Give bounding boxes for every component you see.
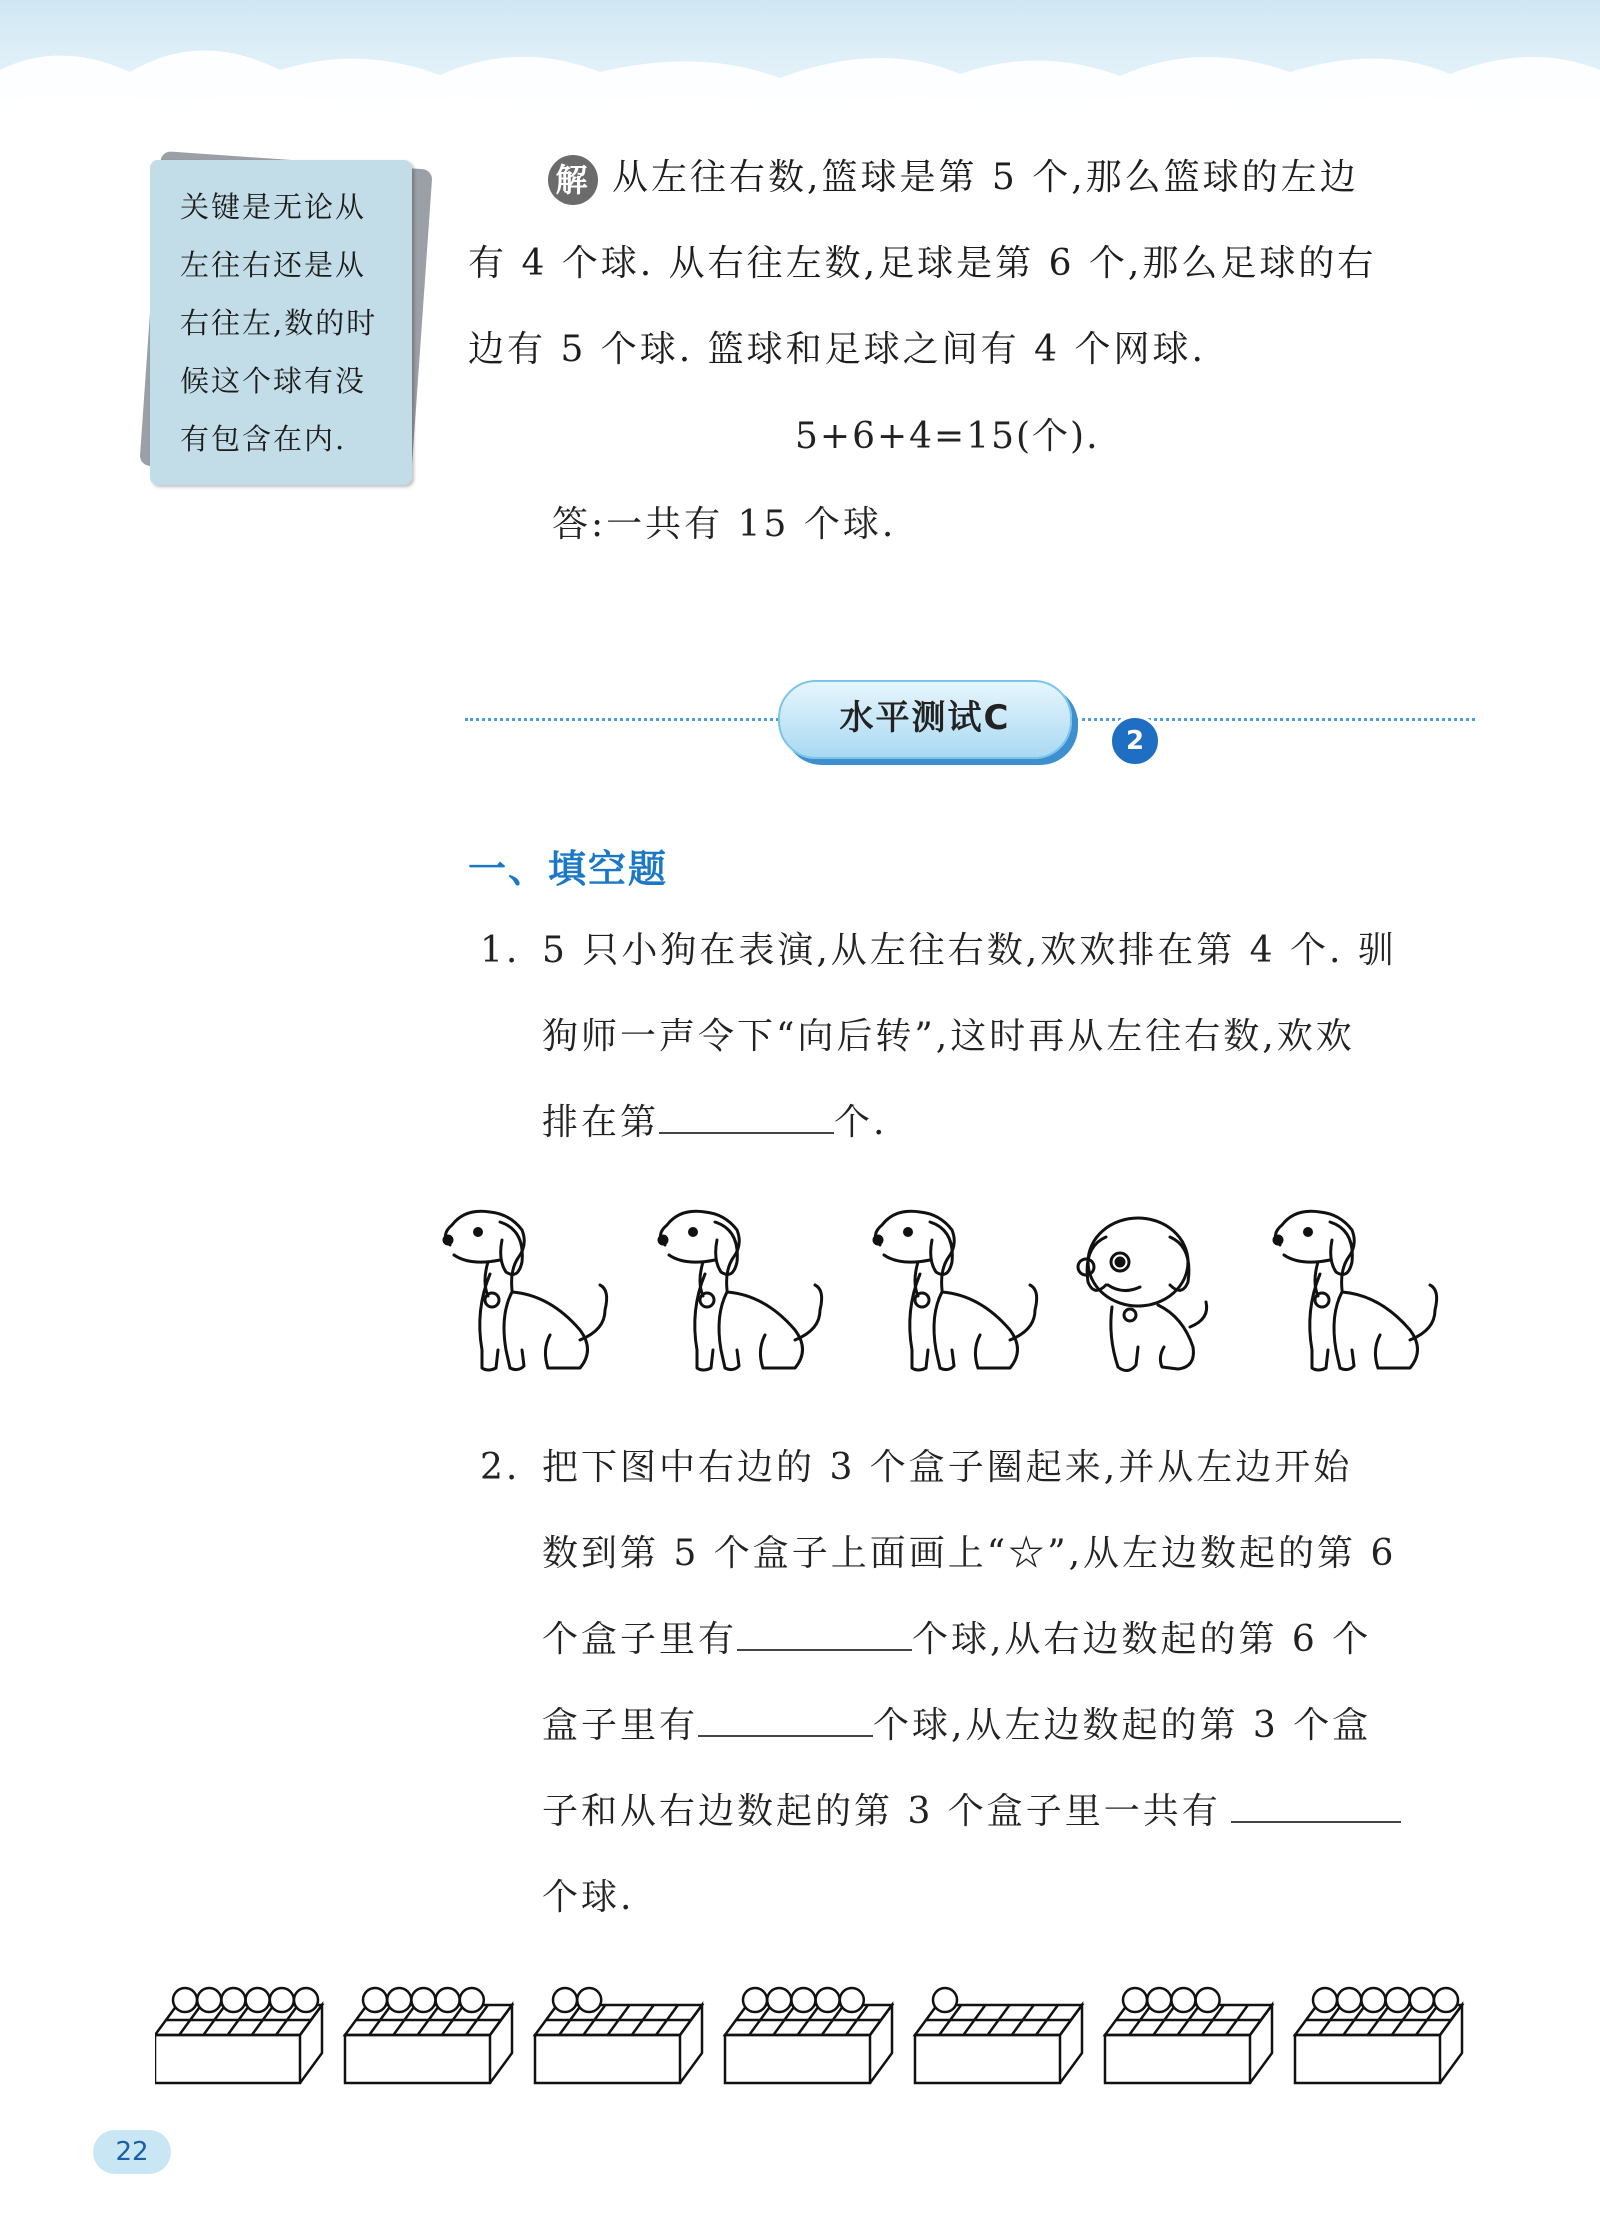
cloud-decoration: [0, 0, 1600, 140]
solution-block: [468, 135, 1473, 393]
q2-text: 子和从右边数起的第 3 个盒子里一共有: [542, 1791, 1221, 1832]
ball: [791, 1988, 815, 2012]
solution-badge: 解: [548, 155, 598, 205]
tip-line: 左往右还是从: [180, 248, 367, 282]
q1-text: 排在第: [542, 1102, 660, 1143]
q2-line: [480, 1597, 1480, 1683]
q1-line: 狗师一声令下“向后转”,这时再从左往右数,欢欢: [542, 1016, 1355, 1057]
tip-line: 有包含在内.: [180, 422, 347, 456]
q1-line: [480, 1080, 1480, 1166]
ball: [460, 1988, 484, 2012]
level-test-number: 2: [1109, 715, 1161, 767]
boxes-illustration: [155, 1960, 1475, 2090]
ball-box: [1295, 1988, 1462, 2083]
q2-line: [480, 1769, 1480, 1855]
q2-text: 把下图中右边的 3 个盒子圈起来,并从左边开始: [542, 1447, 1353, 1488]
ball: [743, 1988, 767, 2012]
ball: [197, 1988, 221, 2012]
answer-blank[interactable]: [659, 1104, 834, 1134]
ball-box: [725, 1988, 892, 2083]
answer-blank[interactable]: [737, 1621, 912, 1651]
q2-line: 数到第 5 个盒子上面画上“☆”,从左边数起的第 6: [542, 1533, 1397, 1574]
ball: [173, 1988, 197, 2012]
dog-3: [874, 1211, 1037, 1370]
q2-text: 个球,从左边数起的第 3 个盒: [873, 1705, 1372, 1746]
ball: [1410, 1988, 1434, 2012]
q2-text: 盒子里有: [542, 1705, 699, 1746]
header-banner: [0, 0, 1600, 140]
q2-line: 个球.: [542, 1877, 635, 1918]
page-number: 22: [93, 2130, 171, 2174]
dog-4: [1078, 1218, 1207, 1371]
ball-box: [1105, 1988, 1272, 2083]
q2-line: [480, 1425, 1480, 1511]
ball-box: [345, 1988, 512, 2083]
ball: [816, 1988, 840, 2012]
solution-line: 有 4 个球. 从右往左数,足球是第 6 个,那么足球的右: [468, 243, 1377, 284]
solution-line: 边有 5 个球. 篮球和足球之间有 4 个网球.: [468, 329, 1206, 370]
ball: [767, 1988, 791, 2012]
ball: [577, 1988, 601, 2012]
ball: [363, 1988, 387, 2012]
ball: [1434, 1988, 1458, 2012]
ball: [1337, 1988, 1361, 2012]
q1-number: 1.: [480, 930, 521, 971]
ball: [270, 1988, 294, 2012]
q2-line: [480, 1683, 1480, 1769]
tip-line: 关键是无论从: [180, 190, 367, 224]
level-test-banner: 水平测试C: [778, 680, 1072, 759]
ball: [1196, 1988, 1220, 2012]
ball: [933, 1988, 957, 2012]
ball-box: [155, 1988, 322, 2083]
solution-text: 从左往右数,篮球是第 5 个,那么篮球的左边: [612, 157, 1359, 198]
ball: [387, 1988, 411, 2012]
ball: [553, 1988, 577, 2012]
tip-line: 候这个球有没: [180, 364, 367, 398]
q2-text: 个球,从右边数起的第 6 个: [912, 1619, 1372, 1660]
ball: [1313, 1988, 1337, 2012]
question-1: [480, 908, 1480, 1166]
ball: [246, 1988, 270, 2012]
answer-blank[interactable]: [1231, 1793, 1401, 1823]
section-title: 一、填空题: [468, 847, 669, 891]
dog-2: [659, 1211, 822, 1370]
ball-box: [535, 1988, 702, 2083]
ball: [221, 1988, 245, 2012]
solution-answer: 答:一共有 15 个球.: [552, 504, 897, 545]
q2-number: 2.: [480, 1447, 521, 1488]
tip-card: [150, 160, 412, 485]
ball: [1361, 1988, 1385, 2012]
ball-box: [915, 1988, 1082, 2083]
q1-text: 5 只小狗在表演,从左往右数,欢欢排在第 4 个. 驯: [542, 930, 1397, 971]
solution-line: [468, 135, 1473, 221]
ball: [1147, 1988, 1171, 2012]
answer-blank[interactable]: [698, 1707, 873, 1737]
q1-text: 个.: [834, 1102, 888, 1143]
ball: [1171, 1988, 1195, 2012]
solution-equation: 5+6+4=15(个).: [795, 416, 1100, 457]
ball: [840, 1988, 864, 2012]
dog-5: [1274, 1211, 1437, 1370]
dogs-illustration: [430, 1195, 1490, 1395]
q2-text: 个盒子里有: [542, 1619, 738, 1660]
dog-1: [444, 1211, 607, 1370]
q1-line: [480, 908, 1480, 994]
tip-line: 右往左,数的时: [180, 306, 378, 340]
ball: [294, 1988, 318, 2012]
divider-left: [465, 718, 785, 721]
ball: [1123, 1988, 1147, 2012]
ball: [436, 1988, 460, 2012]
question-2: [480, 1425, 1480, 1941]
ball: [1386, 1988, 1410, 2012]
ball: [411, 1988, 435, 2012]
